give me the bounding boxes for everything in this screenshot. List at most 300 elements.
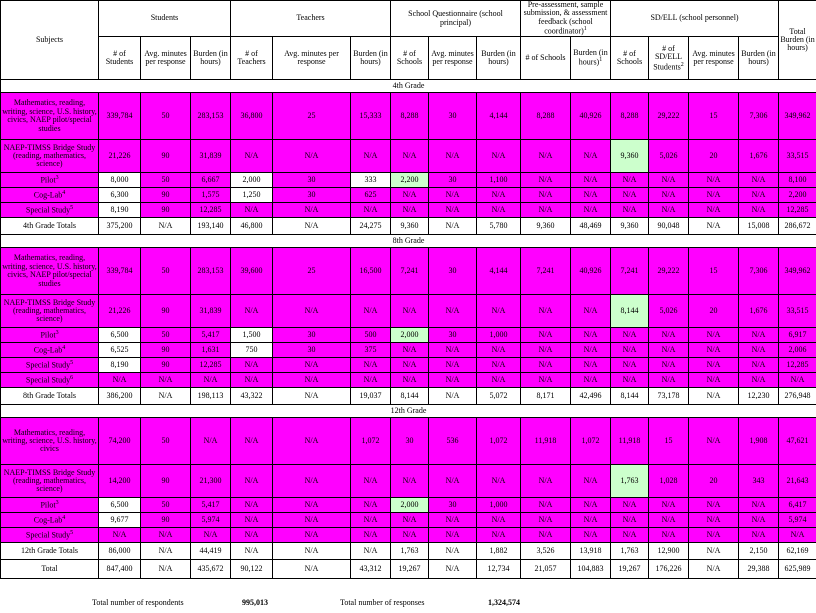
grand-total-value: 29,388 [739, 560, 779, 579]
grand-total-value: 104,883 [571, 560, 611, 579]
grand-total-row [1, 560, 816, 579]
totals-value: 276,948 [779, 388, 816, 405]
row-value: 90 [141, 465, 191, 498]
row-value: N/A [191, 418, 231, 465]
row-value: 90 [141, 295, 191, 328]
row-value: N/A [689, 418, 739, 465]
row-value: 20 [689, 140, 739, 173]
totals-value: N/A [141, 543, 191, 560]
header-column-row [1, 37, 816, 80]
row-value: 30 [429, 498, 477, 513]
row-value: 5,417 [191, 328, 231, 343]
row-subject: Pilot$^3$ [1, 498, 99, 513]
row-value: 2,200 [779, 188, 816, 203]
row-value: 15 [689, 93, 739, 140]
totals-value: 193,140 [191, 218, 231, 235]
row-subject: Cog-Lab$^4$ [1, 343, 99, 358]
row-value: N/A [521, 373, 571, 388]
row-value: N/A [521, 513, 571, 528]
row-value: 50 [141, 418, 191, 465]
row-value: 90 [141, 188, 191, 203]
superscript-marker: 1 [599, 57, 603, 64]
totals-value: 198,113 [191, 388, 231, 405]
row-value: N/A [521, 343, 571, 358]
row-value: N/A [273, 418, 351, 465]
row-value: 30 [273, 188, 351, 203]
header-col-13: # of SD/ELL Students$^2$ [649, 37, 689, 80]
row-value: 1,763 [611, 465, 649, 498]
superscript-marker: 3 [55, 330, 59, 337]
row-value: N/A [739, 173, 779, 188]
row-value: 30 [429, 248, 477, 295]
row-value: N/A [429, 358, 477, 373]
row-subject: Mathematics, reading, writing, science, U.S. history, civics, NAEP pilot/special studies [1, 248, 99, 295]
row-value: 14,200 [99, 465, 141, 498]
row-value: N/A [649, 173, 689, 188]
row-value: N/A [571, 513, 611, 528]
grand-total-value: 43,312 [351, 560, 391, 579]
row-value: N/A [739, 373, 779, 388]
totals-value: 9,360 [391, 218, 429, 235]
row-value: N/A [391, 295, 429, 328]
row-value: N/A [477, 188, 521, 203]
row-value: 29,222 [649, 248, 689, 295]
row-value: 5,974 [779, 513, 816, 528]
row-value: N/A [231, 295, 273, 328]
row-value: N/A [571, 328, 611, 343]
row-value: N/A [351, 295, 391, 328]
row-value: N/A [521, 295, 571, 328]
row-value: N/A [779, 373, 816, 388]
row-value: 33,515 [779, 140, 816, 173]
row-subject: Special Study$^5$ [1, 528, 99, 543]
totals-value: 386,200 [99, 388, 141, 405]
totals-value: 44,419 [191, 543, 231, 560]
row-value: N/A [477, 373, 521, 388]
header-col-7: # of Schools [391, 37, 429, 80]
section-totals-row [1, 218, 816, 235]
superscript-marker: 3 [55, 175, 59, 182]
totals-value: 62,169 [779, 543, 816, 560]
row-value: N/A [689, 373, 739, 388]
table-row [1, 373, 816, 388]
totals-value: 46,800 [231, 218, 273, 235]
row-value: 25 [273, 248, 351, 295]
row-subject: NAEP-TIMSS Bridge Study (reading, mathematics, science) [1, 140, 99, 173]
totals-value: 12,230 [739, 388, 779, 405]
row-value: 50 [141, 498, 191, 513]
row-value: N/A [739, 528, 779, 543]
row-value: 6,525 [99, 343, 141, 358]
section-band-row [1, 235, 816, 248]
header-col-5: Avg. minutes per response [273, 37, 351, 80]
row-value: 2,000 [231, 173, 273, 188]
header-group-row [1, 1, 816, 37]
row-subject: Pilot$^3$ [1, 328, 99, 343]
row-value: 25 [273, 93, 351, 140]
row-value: N/A [191, 528, 231, 543]
header-col-15: Burden (in hours) [739, 37, 779, 80]
row-value: 8,190 [99, 358, 141, 373]
superscript-marker: 6 [70, 375, 74, 382]
section-band-4th-grade: 4th Grade [1, 80, 816, 93]
row-value: N/A [611, 203, 649, 218]
row-value: 7,241 [391, 248, 429, 295]
row-value: N/A [611, 373, 649, 388]
table-row [1, 188, 816, 203]
row-value: N/A [739, 513, 779, 528]
totals-value: N/A [273, 218, 351, 235]
row-value: N/A [429, 528, 477, 543]
row-value: N/A [477, 513, 521, 528]
grand-total-value: 90,122 [231, 560, 273, 579]
superscript-marker: 1 [583, 26, 587, 33]
row-value: 1,028 [649, 465, 689, 498]
row-value: N/A [571, 465, 611, 498]
row-value: N/A [739, 343, 779, 358]
row-value: N/A [571, 203, 611, 218]
totals-value: 19,037 [351, 388, 391, 405]
row-value: N/A [739, 328, 779, 343]
row-value: N/A [231, 358, 273, 373]
row-value: N/A [231, 528, 273, 543]
row-value: 1,575 [191, 188, 231, 203]
row-value: 8,000 [99, 173, 141, 188]
header-group-2: Teachers [231, 1, 391, 37]
row-value: N/A [611, 188, 649, 203]
totals-value: 8,171 [521, 388, 571, 405]
row-value: 33,515 [779, 295, 816, 328]
row-value: N/A [231, 140, 273, 173]
totals-value: 5,780 [477, 218, 521, 235]
totals-value: 8,144 [611, 388, 649, 405]
row-subject: NAEP-TIMSS Bridge Study (reading, mathematics, science) [1, 295, 99, 328]
row-value: N/A [99, 373, 141, 388]
table-row [1, 328, 816, 343]
row-value: N/A [429, 343, 477, 358]
row-value: N/A [273, 465, 351, 498]
row-value: N/A [649, 328, 689, 343]
totals-value: N/A [273, 388, 351, 405]
section-totals-row [1, 543, 816, 560]
totals-value: N/A [689, 543, 739, 560]
header-col-4: # of Teachers [231, 37, 273, 80]
row-value: N/A [779, 528, 816, 543]
row-value: N/A [351, 203, 391, 218]
row-value: N/A [273, 295, 351, 328]
section-totals-row [1, 388, 816, 405]
row-value: 9,677 [99, 513, 141, 528]
row-value: 90 [141, 343, 191, 358]
totals-value: 42,496 [571, 388, 611, 405]
row-value: 349,962 [779, 93, 816, 140]
row-value: 1,000 [477, 328, 521, 343]
totals-value: N/A [141, 218, 191, 235]
row-value: N/A [273, 373, 351, 388]
row-value: 536 [429, 418, 477, 465]
totals-value: 13,918 [571, 543, 611, 560]
row-value: N/A [391, 188, 429, 203]
row-value: 2,006 [779, 343, 816, 358]
grand-total-value: 625,989 [779, 560, 816, 579]
totals-value: N/A [429, 388, 477, 405]
row-value: N/A [273, 513, 351, 528]
row-value: 11,918 [611, 418, 649, 465]
row-value: N/A [351, 465, 391, 498]
row-value: 333 [351, 173, 391, 188]
row-value: N/A [231, 498, 273, 513]
totals-value: N/A [429, 218, 477, 235]
header-col-2: Avg. minutes per response [141, 37, 191, 80]
header-col-14: Avg. minutes per response [689, 37, 739, 80]
totals-value: 3,526 [521, 543, 571, 560]
totals-value: 86,000 [99, 543, 141, 560]
table-row [1, 418, 816, 465]
row-value: 47,621 [779, 418, 816, 465]
row-value: N/A [391, 528, 429, 543]
row-value: N/A [611, 173, 649, 188]
row-value: N/A [477, 140, 521, 173]
table-row [1, 465, 816, 498]
row-value: 5,026 [649, 140, 689, 173]
row-value: N/A [611, 513, 649, 528]
row-value: 8,190 [99, 203, 141, 218]
row-value: 16,500 [351, 248, 391, 295]
superscript-marker: 5 [70, 205, 74, 212]
row-value: N/A [689, 528, 739, 543]
row-value: N/A [689, 203, 739, 218]
row-value: 21,226 [99, 140, 141, 173]
row-value: 11,918 [521, 418, 571, 465]
table-row [1, 358, 816, 373]
grand-total-label: Total [1, 560, 99, 579]
totals-value: N/A [689, 388, 739, 405]
row-value: 21,226 [99, 295, 141, 328]
header-group-4: Pre-assessment, sample submission, & assessment feedback (school coordinator)$^1$ [521, 1, 611, 37]
row-value: 375 [351, 343, 391, 358]
row-value: N/A [649, 203, 689, 218]
row-value: N/A [477, 528, 521, 543]
row-value: N/A [649, 528, 689, 543]
totals-label: 12th Grade Totals [1, 543, 99, 560]
grand-total-value: 435,672 [191, 560, 231, 579]
total-respondents-label: Total number of respondents [92, 598, 184, 607]
row-value: N/A [649, 343, 689, 358]
row-value: N/A [611, 343, 649, 358]
row-value: N/A [689, 358, 739, 373]
row-value: N/A [429, 465, 477, 498]
grand-total-value: N/A [141, 560, 191, 579]
row-value: N/A [477, 203, 521, 218]
totals-value: N/A [273, 543, 351, 560]
totals-value: 9,360 [611, 218, 649, 235]
row-value: 30 [273, 173, 351, 188]
row-value: 2,200 [391, 173, 429, 188]
row-value: N/A [571, 140, 611, 173]
table-row [1, 343, 816, 358]
row-value: 50 [141, 248, 191, 295]
row-value: 90 [141, 203, 191, 218]
grand-total-value: 847,400 [99, 560, 141, 579]
row-value: N/A [477, 358, 521, 373]
row-value: 12,285 [779, 358, 816, 373]
table-row [1, 140, 816, 173]
header-group-6: Total Burden (in hours) [779, 1, 816, 80]
superscript-marker: 5 [70, 530, 74, 537]
row-value: 7,241 [611, 248, 649, 295]
row-value: 4,144 [477, 248, 521, 295]
row-value: 90 [141, 140, 191, 173]
row-value: N/A [521, 528, 571, 543]
table-row [1, 498, 816, 513]
header-col-1: # of Students [99, 37, 141, 80]
row-value: 8,288 [391, 93, 429, 140]
row-value: N/A [273, 528, 351, 543]
row-value: N/A [391, 373, 429, 388]
row-value: 8,288 [611, 93, 649, 140]
row-value: N/A [477, 295, 521, 328]
row-value: 1,072 [571, 418, 611, 465]
row-value: 20 [689, 465, 739, 498]
superscript-marker: 3 [55, 500, 59, 507]
row-value: N/A [571, 173, 611, 188]
row-value: 283,153 [191, 93, 231, 140]
header-col-10: # of Schools [521, 37, 571, 80]
row-value: 40,926 [571, 93, 611, 140]
row-value: N/A [521, 498, 571, 513]
table-row [1, 173, 816, 188]
row-value: 2,000 [391, 498, 429, 513]
row-value: 1,072 [351, 418, 391, 465]
row-value: 283,153 [191, 248, 231, 295]
row-value: N/A [521, 358, 571, 373]
totals-value: 1,882 [477, 543, 521, 560]
totals-value: 24,275 [351, 218, 391, 235]
totals-value: N/A [141, 388, 191, 405]
row-value: 750 [231, 343, 273, 358]
row-value: 29,222 [649, 93, 689, 140]
row-value: N/A [571, 188, 611, 203]
totals-value: 48,469 [571, 218, 611, 235]
totals-value: N/A [231, 543, 273, 560]
totals-value: 375,200 [99, 218, 141, 235]
row-value: 1,676 [739, 295, 779, 328]
row-value: N/A [231, 203, 273, 218]
table-row [1, 513, 816, 528]
row-value: 50 [141, 173, 191, 188]
row-value: 31,839 [191, 140, 231, 173]
total-responses-value: 1,324,574 [488, 598, 520, 607]
row-subject: Cog-Lab$^4$ [1, 188, 99, 203]
row-value: 339,784 [99, 248, 141, 295]
row-value: 15 [689, 248, 739, 295]
row-value: 40,926 [571, 248, 611, 295]
row-value: 7,306 [739, 248, 779, 295]
row-value: 1,500 [231, 328, 273, 343]
row-value: N/A [273, 358, 351, 373]
row-value: 6,667 [191, 173, 231, 188]
row-value: N/A [571, 498, 611, 513]
grand-total-value: 21,057 [521, 560, 571, 579]
grand-total-value: 19,267 [391, 560, 429, 579]
totals-value: 8,144 [391, 388, 429, 405]
superscript-marker: 4 [62, 515, 66, 522]
row-value: N/A [521, 140, 571, 173]
totals-value: 2,150 [739, 543, 779, 560]
header-col-12: # of Schools [611, 37, 649, 80]
row-value: 31,839 [191, 295, 231, 328]
grand-total-value: 12,734 [477, 560, 521, 579]
header-col-3: Burden (in hours) [191, 37, 231, 80]
row-value: N/A [351, 373, 391, 388]
row-value: 5,974 [191, 513, 231, 528]
row-value: 8,144 [611, 295, 649, 328]
row-value: 6,300 [99, 188, 141, 203]
row-value: N/A [351, 513, 391, 528]
row-value: N/A [429, 373, 477, 388]
totals-value: N/A [351, 543, 391, 560]
row-value: N/A [611, 498, 649, 513]
totals-value: 43,322 [231, 388, 273, 405]
section-band-row [1, 405, 816, 418]
total-respondents-value: 995,013 [242, 598, 268, 607]
row-value: 1,100 [477, 173, 521, 188]
row-value: 30 [429, 328, 477, 343]
row-value: N/A [429, 295, 477, 328]
row-value: N/A [521, 188, 571, 203]
grand-total-value: 19,267 [611, 560, 649, 579]
row-value: N/A [649, 513, 689, 528]
row-value: N/A [571, 528, 611, 543]
section-band-12th-grade: 12th Grade [1, 405, 816, 418]
row-value: 2,000 [391, 328, 429, 343]
row-value: 90 [141, 513, 191, 528]
row-value: N/A [611, 328, 649, 343]
superscript-marker: 4 [62, 190, 66, 197]
totals-label: 8th Grade Totals [1, 388, 99, 405]
row-value: N/A [231, 513, 273, 528]
row-value: N/A [351, 358, 391, 373]
table-row [1, 93, 816, 140]
row-value: 7,241 [521, 248, 571, 295]
row-value: 339,784 [99, 93, 141, 140]
row-value: 50 [141, 93, 191, 140]
row-value: N/A [649, 498, 689, 513]
row-value: 8,100 [779, 173, 816, 188]
totals-value: 5,072 [477, 388, 521, 405]
row-value: N/A [521, 328, 571, 343]
superscript-marker: 4 [62, 345, 66, 352]
row-value: N/A [391, 343, 429, 358]
row-value: N/A [689, 343, 739, 358]
row-value: 9,360 [611, 140, 649, 173]
totals-value: N/A [689, 218, 739, 235]
totals-value: 15,008 [739, 218, 779, 235]
row-value: N/A [273, 498, 351, 513]
totals-value: 1,763 [391, 543, 429, 560]
row-value: 36,800 [231, 93, 273, 140]
row-value: 15 [649, 418, 689, 465]
row-value: N/A [141, 373, 191, 388]
row-subject: NAEP-TIMSS Bridge Study (reading, mathematics, science) [1, 465, 99, 498]
header-col-6: Burden (in hours) [351, 37, 391, 80]
row-value: N/A [521, 173, 571, 188]
row-value: N/A [351, 528, 391, 543]
row-value: 6,917 [779, 328, 816, 343]
row-value: N/A [739, 188, 779, 203]
header-group-5: SD/ELL (school personnel) [611, 1, 779, 37]
row-value: 21,643 [779, 465, 816, 498]
